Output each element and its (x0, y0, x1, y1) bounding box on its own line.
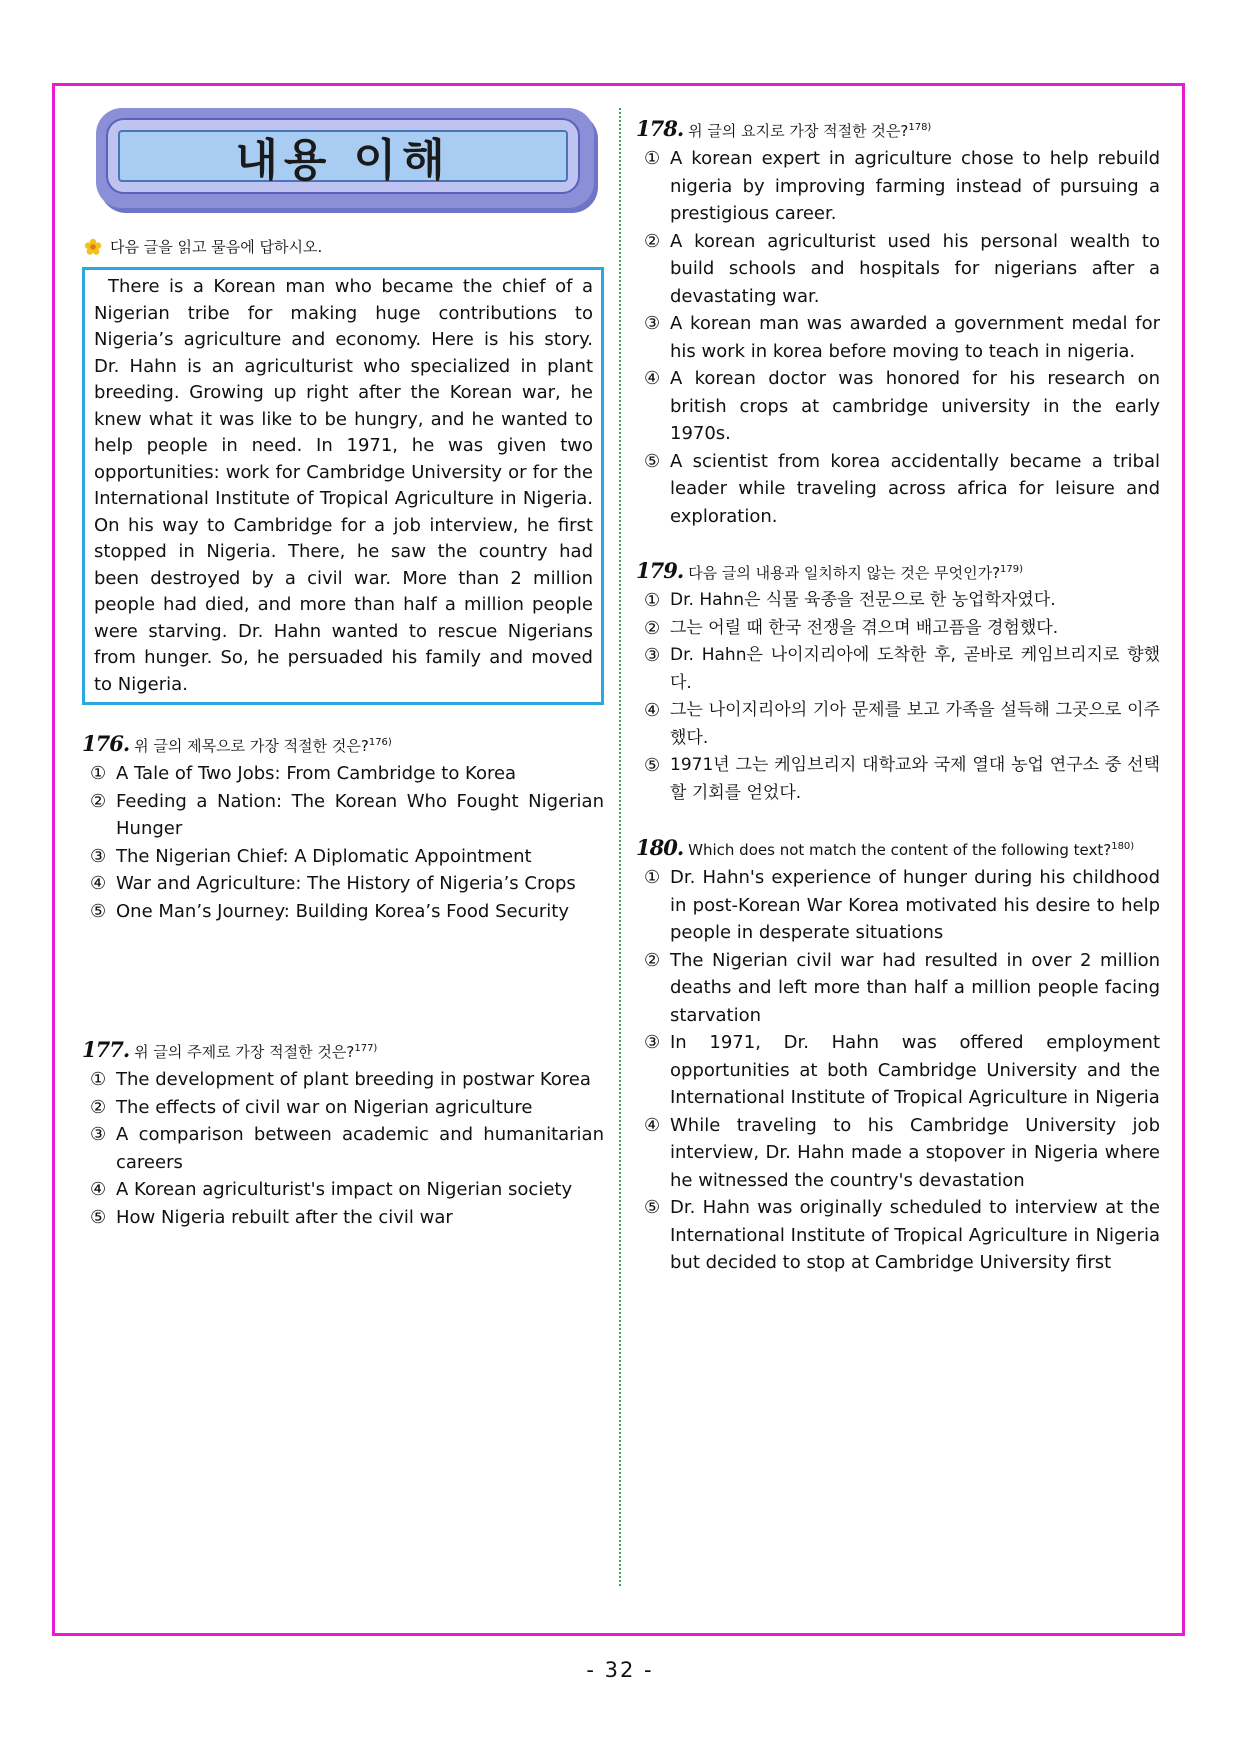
question-number: 176. (82, 731, 130, 756)
instruction-text: 다음 글을 읽고 물음에 답하시오. (110, 238, 323, 256)
page-title: 내용 이해 (235, 135, 451, 186)
question-text: 위 글의 제목으로 가장 적절한 것은? (134, 737, 369, 755)
question-text: 위 글의 주제로 가장 적절한 것은? (134, 1043, 355, 1061)
question-180 (636, 835, 1160, 1277)
right-column (636, 108, 1160, 1277)
footnote-ref: 177) (354, 1043, 378, 1054)
question-178 (636, 116, 1160, 530)
answer-option[interactable]: ④ War and Agriculture: The History of Nigeria’s Crops (90, 873, 576, 894)
answer-option[interactable]: ① Dr. Hahn은 식물 육종을 전문으로 한 농업학자였다. (644, 590, 1056, 611)
question-176 (82, 731, 604, 925)
answer-option[interactable]: ⑤ Dr. Hahn was originally scheduled to interview at the International Institute of Tropical Agriculture in Nigeria but decided to stop at Cambridge University first (644, 1197, 1160, 1273)
answer-option[interactable]: ③ The Nigerian Chief: A Diplomatic Appointment (90, 845, 532, 867)
footnote-ref: 179) (1000, 564, 1024, 575)
passage-text: There is a Korean man who became the chief of a Nigerian tribe for making huge contributions to Nigeria’s agriculture and economy. Here is his story. Dr. Hahn is an agriculturist who specialized in plant breeding. Growing up right after the Korean war, he knew what it was like to be hungry, and he wanted to help people in need. In 1971, he was given two opportunities: work for Cambridge University or for the International Institute of Tropical Agriculture in Nigeria. On his way to Cambridge for a job interview, he first stopped in Nigeria. There, he saw the country had been destroyed by a civil war. More than 2 million people had died, and more than half a million people were starving. Dr. Hahn wanted to rescue Nigerians from hunger. So, he persuaded his family and moved to Nigeria. (94, 276, 593, 695)
answer-option[interactable]: ④ A korean doctor was honored for his research on british crops at cambridge university in the early 1970s. (644, 368, 1160, 444)
left-column (82, 108, 604, 1231)
footnote-ref: 176) (368, 737, 392, 748)
question-text: 위 글의 요지로 가장 적절한 것은? (688, 122, 909, 140)
answer-option[interactable]: ④ A Korean agriculturist's impact on Nigerian society (90, 1179, 573, 1200)
page-number: - 32 - (586, 1658, 654, 1682)
answer-option[interactable]: ④ 그는 나이지리아의 기아 문제를 보고 가족을 설득해 그곳으로 이주했다. (644, 700, 1160, 748)
question-text: Which does not match the content of the following text? (688, 841, 1112, 859)
instruction (84, 236, 604, 257)
answer-option[interactable]: ① A korean expert in agriculture chose to help rebuild nigeria by improving farming instead of pursuing a prestigious career. (644, 148, 1160, 224)
footnote-ref: 180) (1111, 841, 1135, 852)
answer-option[interactable]: ③ In 1971, Dr. Hahn was offered employment opportunities at both Cambridge University and the International Institute of Tropical Agriculture in Nigeria (644, 1032, 1160, 1108)
question-text: 다음 글의 내용과 일치하지 않는 것은 무엇인가? (688, 564, 1001, 582)
reading-passage (82, 267, 604, 705)
answer-option[interactable]: ④ While traveling to his Cambridge University job interview, Dr. Hahn made a stopover in Nigeria where he witnessed the country's devastation (644, 1114, 1160, 1191)
answer-option[interactable]: ① A Tale of Two Jobs: From Cambridge to Korea (90, 763, 517, 784)
question-number: 177. (82, 1037, 130, 1062)
answer-option[interactable]: ② The Nigerian civil war had resulted in over 2 million deaths and left more than half a million people facing starvation (644, 949, 1160, 1026)
answer-option[interactable]: ② Feeding a Nation: The Korean Who Fought Nigerian Hunger (90, 790, 604, 839)
answer-option[interactable]: ⑤ One Man’s Journey: Building Korea’s Food Security (90, 900, 569, 922)
answer-option[interactable]: ⑤ How Nigeria rebuilt after the civil war (90, 1206, 453, 1228)
column-divider (619, 108, 621, 1586)
question-number: 178. (636, 116, 684, 141)
answer-option[interactable]: ① Dr. Hahn's experience of hunger during his childhood in post-Korean War Korea motivated his desire to help people in desperate situations (644, 867, 1160, 943)
answer-option[interactable]: ② A korean agriculturist used his personal wealth to build schools and hospitals for nigerians after a devastating war. (644, 230, 1160, 307)
question-number: 180. (636, 835, 684, 860)
footnote-ref: 178) (908, 122, 932, 133)
answer-option[interactable]: ② 그는 어릴 때 한국 전쟁을 겪으며 배고픔을 경험했다. (644, 617, 1059, 639)
answer-option[interactable]: ⑤ 1971년 그는 케임브리지 대학교와 국제 열대 농업 연구소 중 선택할 기회를 얻었다. (644, 755, 1160, 803)
title-banner (96, 108, 594, 208)
answer-option[interactable]: ③ Dr. Hahn은 나이지리아에 도착한 후, 곧바로 케임브리지로 향했다. (644, 645, 1160, 693)
question-179 (636, 558, 1160, 807)
answer-option[interactable]: ① The development of plant breeding in postwar Korea (90, 1069, 591, 1090)
flower-icon (84, 238, 102, 256)
answer-option[interactable]: ③ A korean man was awarded a government medal for his work in korea before moving to teach in nigeria. (644, 313, 1160, 362)
answer-option[interactable]: ② The effects of civil war on Nigerian agriculture (90, 1096, 533, 1118)
answer-option[interactable]: ⑤ A scientist from korea accidentally became a tribal leader while traveling across africa for leisure and exploration. (644, 450, 1160, 527)
answer-option[interactable]: ③ A comparison between academic and humanitarian careers (90, 1124, 604, 1173)
question-number: 179. (636, 558, 684, 583)
question-177 (82, 1037, 604, 1231)
